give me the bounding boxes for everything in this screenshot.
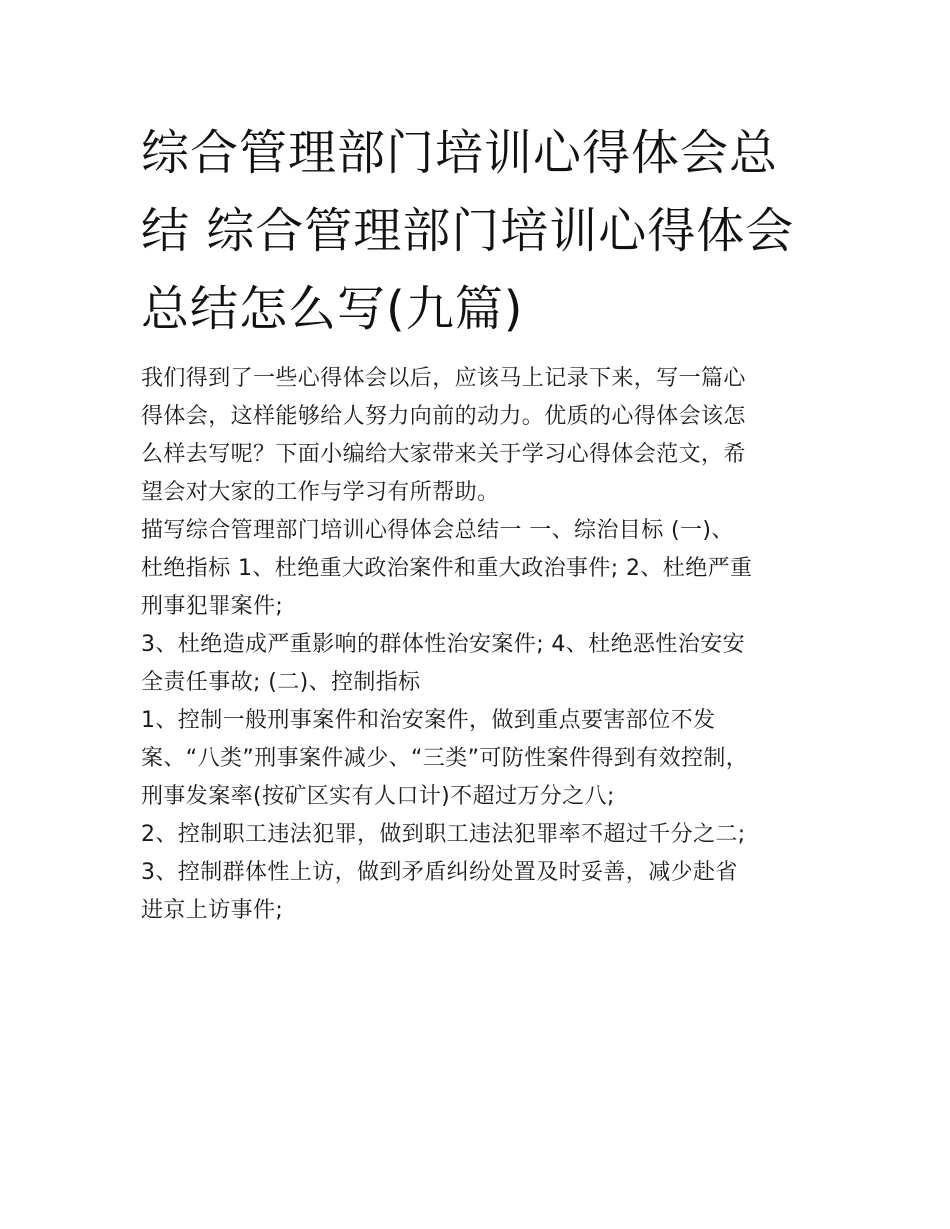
text-line: 杜绝指标 1、杜绝重大政治案件和重大政治事件; 2、杜绝严重 [141,556,753,581]
text-line: 2、控制职工违法犯罪，做到职工违法犯罪率不超过千分之二; [141,822,746,847]
document-title [141,114,813,348]
text-line: 进京上访事件; [141,898,284,923]
text-line: 望会对大家的工作与学习有所帮助。 [141,480,500,505]
section-paragraph [141,854,813,930]
text-line: 描写综合管理部门培训心得体会总结一 一、综治目标 (一)、 [141,518,734,543]
text-line: 得体会，这样能够给人努力向前的动力。优质的心得体会该怎 [141,404,746,429]
section-paragraph [141,816,813,854]
text-line: 我们得到了一些心得体会以后，应该马上记录下来，写一篇心 [141,366,746,391]
title-line: 总结怎么写(九篇) [141,281,524,337]
section-paragraph [141,702,813,816]
text-line: 刑事发案率(按矿区实有人口计)不超过万分之八; [141,784,615,809]
intro-paragraph [141,360,813,512]
section-paragraph [141,626,813,702]
text-line: 全责任事故; (二)、控制指标 [141,670,421,695]
title-line: 综合管理部门培训心得体会总 [141,125,779,181]
text-line: 3、控制群体性上访，做到矛盾纠纷处置及时妥善，减少赴省 [141,860,738,885]
text-line: 3、杜绝造成严重影响的群体性治安案件; 4、杜绝恶性治安安 [141,632,746,657]
text-line: 么样去写呢？下面小编给大家带来关于学习心得体会范文，希 [141,442,746,467]
text-line: 案、“八类”刑事案件减少、“三类”可防性案件得到有效控制， [141,746,749,771]
title-line: 结 综合管理部门培训心得体会 [141,203,795,259]
text-line: 刑事犯罪案件; [141,594,284,619]
text-line: 1、控制一般刑事案件和治安案件，做到重点要害部位不发 [141,708,716,733]
document-content [141,114,813,930]
section-paragraph [141,512,813,626]
document-body [141,360,813,930]
